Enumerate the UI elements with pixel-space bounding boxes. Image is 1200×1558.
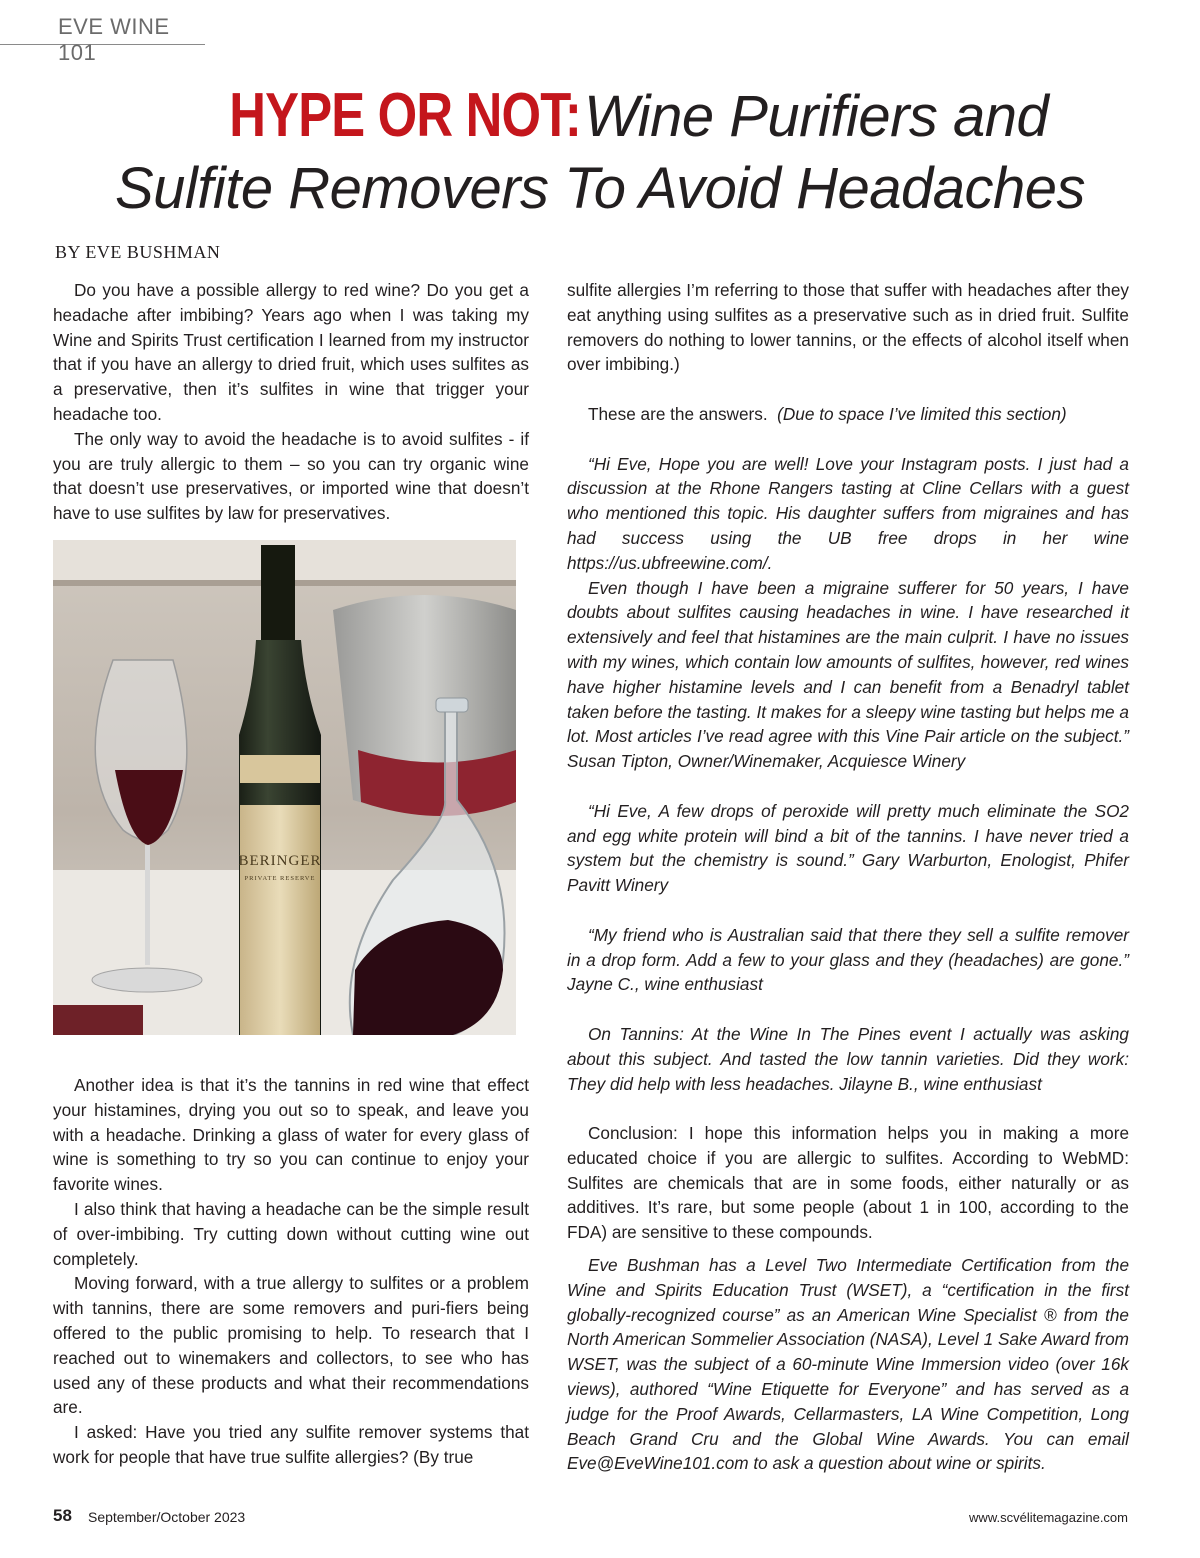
paragraph: I also think that having a headache can be the simple result of over-imbibing. Try cutting down without cutting wine out completely.: [53, 1198, 529, 1269]
quote: “My friend who is Australian said that there they sell a sulfite remover in a drop form. Add a few to your glass and they (headaches) are gone.” Jayne C., wine enthusiast: [567, 924, 1129, 995]
answers-note: (Due to space I’ve limited this section): [777, 403, 1067, 424]
quote: On Tannins: At the Wine In The Pines event I actually was asking about this subject. And tasted the low tannin varieties. Did they work: They did help with less headaches. Jilayne B., wine enthusiast: [567, 1023, 1129, 1094]
paragraph: sulfite allergies I’m referring to those that suffer with headaches after they eat anything using sulfites as a preservative such as in dried fruit. Sulfite removers do nothing to lower tannins, or the effects of alcohol itself when over imbibing.): [567, 280, 1129, 375]
paragraph: Moving forward, with a true allergy to sulfites or a problem with tannins, there are some removers and puri-fiers being offered to the public promising to help. To research that I reached out to winemakers and collectors, to see who has used any of these products and what their recommendations are.: [53, 1273, 529, 1418]
headline-hype: HYPE OR NOT:: [228, 81, 581, 150]
author-bio: Eve Bushman has a Level Two Intermediate Certification from the Wine and Spirits Education Trust (WSET), a “certification in the first globally-recognized course” as an American Wine Specialist ® from the North American Sommelier Association (NASA), Level 1 Sake Award from WSET, was the subject of a 60-minute Wine Immersion video (over 16k views), authored “Wine Etiquette for Everyone” and has served as a judge for the Proof Awards, Cellarmasters, LA Wine Competition, Long Beach Grand Cru and the Global Wine Awards. You can email Eve@EveWine101.com to ask a question about wine or spirits.: [567, 1255, 1129, 1474]
wine-bottle-decanter-image: [53, 540, 516, 1035]
bottle-subtitle-text: PRIVATE RESERVE: [244, 875, 316, 882]
wine-photo: [53, 540, 516, 1035]
headline-line-1: [0, 80, 1200, 150]
conclusion-paragraph: Conclusion: I hope this information helps you in making a more educated choice if you are allergic to sulfites. According to WebMD: Sulfites are chemicals that are in some foods, either naturally or as additives. It’s rare, but some people (about 1 in 100, according to the FDA) are sensitive to these compounds.: [567, 1123, 1129, 1243]
column-1-bottom: [53, 1073, 529, 1470]
page-number: 58: [53, 1506, 72, 1525]
section-tag-label: EVE WINE 101: [58, 14, 170, 65]
quote: Even though I have been a migraine sufferer for 50 years, I have doubts about sulfites causing headaches in wine. I have researched it extensively and feel that histamines are the main culprit. I have no issues with my wines, which contain low amounts of sulfites, however, red wines have higher histamine levels and I can benefit from a Benadryl tablet taken before the tasting. It makes for a sleepy wine tasting but helps me a lot. Most articles I’ve read agree with this Vine Pair article on the subject.” Susan Tipton, Owner/Winemaker, Acquiesce Winery: [567, 577, 1129, 772]
paragraph: Do you have a possible allergy to red wine? Do you get a headache after imbibing? Years ago when I was taking my Wine and Spirits Trust certification I learned from my instructor that if you have an allergy to dried fruit, which uses sulfites as a preservative, then it’s sulfites in wine that trigger your headache too.: [53, 280, 529, 424]
answers-intro: [567, 402, 1129, 427]
issue-date: September/October 2023: [88, 1509, 246, 1525]
headline-line-2: [0, 155, 1200, 225]
answers-intro-text: These are the answers.: [588, 403, 768, 424]
headline-title-part-2: Sulfite Removers To Avoid Headaches: [114, 156, 1086, 221]
quote: “Hi Eve, Hope you are well! Love your Instagram posts. I just had a discussion at the Rhone Rangers tasting at Cline Cellars with a guest who mentioned this topic. His daughter suffers from migraines and has had success using the UB free drops in her wine https://us.ubfreewine.com/.: [567, 453, 1129, 573]
column-1-top: [53, 278, 529, 526]
paragraph: I asked: Have you tried any sulfite remover systems that work for people that have true sulfite allergies? (By true: [53, 1422, 529, 1467]
section-tag: [0, 6, 205, 65]
bottle-brand-text: BERINGER: [238, 853, 322, 869]
byline: BY EVE BUSHMAN: [55, 242, 221, 262]
headline-title-part-1: Wine Purifiers and: [583, 84, 1049, 149]
column-2: [567, 278, 1129, 1476]
paragraph: Another idea is that it’s the tannins in red wine that effect your histamines, drying you out so to speak, and leave you with a headache. Drinking a glass of water for every glass of wine is something to try so you can continue to enjoy your favorite wines.: [53, 1075, 529, 1195]
quote: “Hi Eve, A few drops of peroxide will pretty much eliminate the SO2 and egg white protein will bind a bit of the tannins. I have never tried a system but the chemistry is sound.” Gary Warburton, Enologist, Phifer Pavitt Winery: [567, 800, 1129, 896]
paragraph: The only way to avoid the headache is to avoid sulfites - if you are truly allergic to them – so you can try organic wine that doesn’t use preservatives, or imported wine that doesn’t have to use sulfites by law for preservatives.: [53, 428, 529, 524]
magazine-url: www.scvélitemagazine.com: [969, 1510, 1128, 1525]
